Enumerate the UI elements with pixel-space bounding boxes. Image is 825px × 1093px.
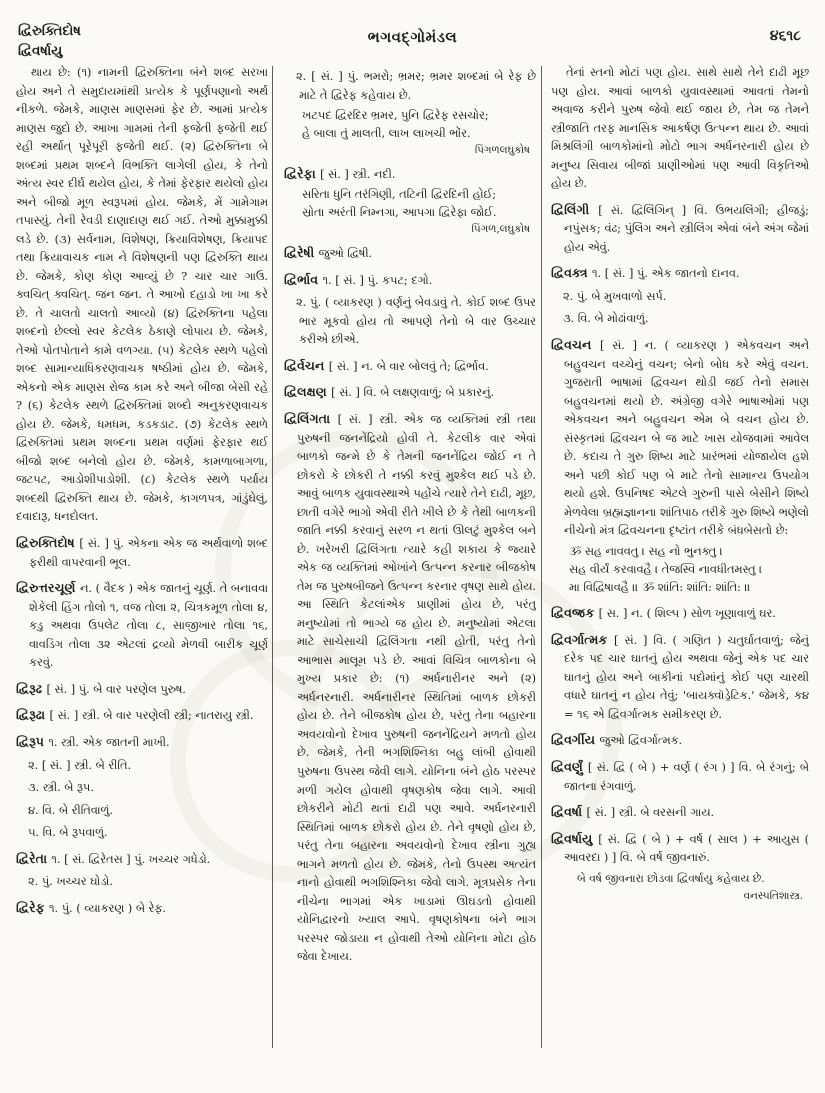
headword: દ્વિર્વચન [284, 357, 329, 373]
dictionary-entry: દ્વિરૂઢ [ સં. ] પું. બે વાર પરણેલ પુરુષ. [16, 680, 186, 696]
headword: દ્વિલક્ષણ [284, 384, 332, 400]
verse-quote [284, 107, 536, 143]
verse-quote [551, 543, 809, 597]
body-paragraph: તેનાં સ્તનો મોટાં પણ હોય. સાથે સાથે તેને દાઢી મૂછ પણ હોય. આવાં બાળકો યુવાવસ્થામાં આવતાં તેમનો અવાજ કરીને પુરુષ જેવો થઈ જાય છે, તેમ જ તેમને સ્ત્રીજાતિ તરફ માનસિક આકર્ષણ ઉત્પન્ન થાય છે. આવાં મિશ્રલિંગી બાળકોમાંનો મોટો ભાગ અર્ધનરનારી હોય છે મનુષ્ય સિવાય બીજાં પ્રાણીઓમાં પણ આવી વિકૃતિઓ હોય છે. [551, 66, 809, 191]
verse-line: સ્રોતા અરંતી નિમ્નગા, આપગા દ્વિરેફા જોઈ. [302, 206, 497, 220]
headword: દ્વિરેષી [284, 244, 319, 260]
text-column-3 [551, 64, 809, 1078]
dictionary-entry: દ્વિર્વચન [ સં. ] ન. બે વાર બોલવું તે; દ્વિર્ભાવ. [284, 357, 489, 373]
source-attribution: પિંગળલઘુકોષ [474, 144, 530, 157]
dictionary-entry: દ્વિરૂપ ૧. સ્ત્રી. એક જાતની માખી. [16, 734, 170, 750]
page-title: ભગવદ્ગોમંડલ [367, 28, 458, 46]
column-divider [541, 66, 542, 1048]
text-column-1 [16, 64, 268, 1078]
column-divider [272, 66, 273, 1048]
dictionary-entry: દ્વિવર્ણું [ સં. દ્વિ ( બે ) + વર્ણ ( રંગ ) ] વિ. બે રંગનું; બે જાતના રંગવાળું. [551, 758, 809, 793]
dictionary-entry: દ્વિરૂઢા [ સં. ] સ્ત્રી. બે વાર પરણેલી સ્ત્રી; નાતરાયુ સ્ત્રી. [16, 707, 254, 723]
headword: દ્વિવર્ણું [551, 758, 588, 774]
headword: દ્વિવર્ષા [551, 804, 587, 820]
sense-item: ૪. વિ. બે રીતિવાળું. [28, 803, 113, 817]
headword: દ્વિરુત્તરચૂર્ણ [16, 580, 80, 596]
headword: દ્વિરુક્તિદોષ [16, 534, 80, 550]
sense-item: ૩. વિ. બે મોઢાંવાળું. [563, 312, 649, 326]
verse-line: ખટપદ દ્વિરદિર ભ્રમર, પુનિ દ્વિરેફ રસચોર; [302, 109, 489, 123]
guide-word-first: દ્વિરુક્તિદોષ [18, 23, 81, 39]
text-column-2 [284, 64, 536, 1078]
dictionary-entry: દ્વિવર્ષાયુ [ સં. દ્વિ ( બે ) + વર્ષ ( સાલ ) + આયુસ ( આવરદા ) ] વિ. બે વર્ષ જીવનારું. [551, 830, 809, 865]
headword: દ્વિલિંગતા [284, 411, 338, 427]
headword: દ્વિરૂઢ [16, 680, 47, 696]
sense-item: ૨. પું. ( વ્યાકરણ ) વર્ણનું બેવડાવું તે. કોઈ શબ્દ ઉપર ભાર મૂકવો હોય તો આપણે તેનો બે વાર ઉચ્ચાર કરીએ છીએ. [296, 296, 536, 347]
dictionary-entry: દ્વિલિંગી [ સં. દ્વિલિંગિન્ ] વિ. ઉભયલિંગી; હીજડું; નપુંસક; વંઢ; પુંલિંગ અને સ્ત્રીલિંગ એવાં બંને અંગ જેમાં હોય એવું. [551, 201, 809, 254]
headword: દ્વિરૂઢા [16, 707, 50, 723]
source-attribution: પિંગળ,લઘુકોષ [471, 223, 530, 236]
headword: દ્વિવર્ષાયુ [551, 830, 599, 846]
verse-quote [284, 186, 536, 222]
dictionary-entry: દ્વિવર્ગીય જુઓ દ્વિવર્ગાત્મક. [551, 732, 683, 748]
headword: દ્વિવચન [551, 336, 600, 352]
dictionary-entry: દ્વિરેતા ૧. [ સં. દ્વિરેતસ ] પું. ખચ્ચર ગધેડો. [16, 850, 211, 866]
verse-line: સરિતા ધુનિ તરંગિણી, તટિની દ્વિરદિની હોઈ; [302, 188, 497, 202]
dictionary-entry: દ્વિવર્ગાત્મક [ સં. ] વિ. ( ગણિત ) ચતુર્ઘાતવાળું; જેનું દરેક પદ ચાર ઘાતનું હોય અથવા જેનું એક પદ ચાર ઘાતનું હોય અને બાકીનાં પદોમાંનું કોઈ પણ ચારથી વધારે ઘાતનું ન હોય તેવું; 'બાયક્વૉડ્રેટિક.' જેમકે, ક૪ = ૧૬ એ દ્વિવર્ગાત્મક સમીકરણ છે. [551, 631, 809, 721]
headword: દ્વિવર્ગાત્મક [551, 631, 614, 647]
dictionary-entry: દ્વિવચન [ સં. ] ન. ( વ્યાકરણ ) એકવચન અને બહુવચન વચ્ચેનું વચન; બેનો બોધ કરે એવું વચન. ગુજરાતી ભાષામાં દ્વિવચન થોડી જઈ તેનો સમાસ બહુવચનમાં થયો છે. અંગ્રેજી વગેરે ભાષાઓમાં પણ એકવચન અને બહુવચન એમ બે વચન હોય છે. સંસ્કૃતમાં દ્વિવચન બે જ માટે ખાસ યોજવામાં આવેલ છે. કદાચ તે ગુરુ શિષ્ય માટે પ્રારંભમાં યોજાયેલ હશે અને પછી કોઈ પણ બે માટે તેનો સામાન્ય ઉપયોગ થયો હશે. ઉપનિષદ એટલે ગુરુની પાસે બેસીને શિષ્યે મેળવેલા બ્રહ્મજ્ઞાનના શાંતિપાઠ તરીકે ગુરુ શિષ્યે ભણેલો નીચેનો મંત્ર દ્વિવચનના દૃષ્ટાંત તરીકે બંધબેસતો છે: [551, 336, 809, 538]
guide-word-last: દ્વિવર્ષાયુ [18, 42, 63, 59]
headword: દ્વિર્ભાવ [284, 271, 323, 287]
headword: દ્વિવર્ગીય [551, 732, 600, 748]
headword: દ્વિરેફા [284, 165, 321, 181]
dictionary-entry: દ્વિલિંગતા [ સં. ] સ્ત્રી. એક જ વ્યક્તિમાં સ્ત્રી તથા પુરુષની જનનેંદ્રિયો હોવી તે. કેટલીક વાર એવાં બાળકો જન્મે છે કે તેમની જનનેંદ્રિય જોઈ ન તે છોકરો કે છોકરી તે નક્કી કરવું મુશ્કેલ થઈ પડે છે. આવું બાળક યુવાવસ્થાએ પહોંચે ત્યારે તેને દાઢી, મૂછ, છાતી વગેરે ભાગો એવી રીતે ખીલે છે કે તેથી બાળકની જાતિ નક્કી કરવાનું સરળ ન થતાં ઊલટું મુશ્કેલ બને છે. ખરેખરી દ્વિલિંગતા ત્યારે કહી શકાય કે જ્યારે એક જ વ્યક્તિમાં ઓખાંને ઉત્પન્ન કરનાર બીજકોષ તેમ જ પુરુષબીજને ઉત્પન્ન કરનાર વૃષણ સાથે હોય. આ સ્થિતિ કેટલાંએક પ્રાણીમાં હોય છે, પરંતુ મનુષ્યોમાં તો ભાગ્યે જ હોય છે. મનુષ્યોમાં એટલા માટે સાચેસાચી દ્વિલિંગતા નથી હોતી, પરંતુ તેનો આભાસ માલૂમ પડે છે. આવાં વિચિત્ર બાળકોના બે મુખ્ય પ્રકાર છે: (૧) અર્ધનારીનર અને (૨) અર્ધનરનારી. અર્ધનારીનર સ્થિતિમાં બાળક છોકરી હોય છે. તેને બીજકોષ હોય છે, પરંતુ તેના બહારના અવયવોનો દેખાવ પુરુષની જનનેંદ્રિયને મળતો હોય છે. જેમકે, તેની ભગશિશ્નિકા બહુ લાંબી હોવાથી પુરુષના ઉપસ્થ જેવી લાગે. યોનિના બંને હોઠ પરસ્પર મળી ગયેલ હોવાથી વૃષણકોષ જેવા લાગે. આવી છોકરીને મોટી થતાં દાઢી પણ આવે. અર્ધનરનારી સ્થિતિમાં બાળક છોકરો હોય છે. તેને વૃષણો હોય છે, પરંતુ તેના બહારના અવયવોનો દેખાવ સ્ત્રીના ગુહ્ય ભાગને મળતો હોય છે. જેમકે, તેનો ઉપસ્થ અત્યંત નાનો હોવાથી ભગશિશ્નિકા જેવો લાગે. મૂત્રપ્રસેક તેના નીચેના ભાગમાં એક ખાડામાં ઊઘડતો હોવાથી યોનિદ્વારનો ખ્યાલ આપે. વૃષણકોષના બંને ભાગ પરસ્પર જોડાયા ન હોવાથી તેઓ યોનિના મોટા હોઠ જેવા દેખાય. [284, 411, 536, 964]
dictionary-entry: દ્વિરુક્તિદોષ [ સં. ] પું. એકના એક જ અર્થવાળો શબ્દ ફરીથી વાપરવાની ભૂલ. [16, 534, 268, 569]
verse-line: મા વિદ્વિષાવહૈ ॥ ૐ શાંતિ: શાંતિ: શાંતિ: ॥ [569, 580, 751, 594]
headword: દ્વિવક્ત્ર [551, 265, 592, 281]
dictionary-entry: દ્વિવર્ષા [ સં. ] સ્ત્રી. બે વરસની ગાય. [551, 804, 715, 820]
dictionary-entry: દ્વિરેફ ૧. પું. ( વ્યાકરણ ) બે રેફ. [16, 899, 166, 915]
dictionary-entry: દ્વિવજ્રક [ સ. ] ન. ( શિલ્પ ) સોળ ખૂણાવાળું ઘર. [551, 604, 776, 620]
dictionary-entry: દ્વિર્ભાવ ૧. [ સં. ] પું. કપટ; દગો. [284, 271, 433, 287]
usage-note: બે વર્ષ જીવનારા છોડવા દ્વિવર્ષાયુ કહેવાય છે. [577, 871, 765, 885]
headword: દ્વિરૂપ [16, 734, 49, 750]
dictionary-entry: દ્વિવક્ત્ર ૧. [ સં. ] પું. એક જાતનો દાનવ. [551, 265, 740, 281]
headword: દ્વિરેતા [16, 850, 52, 866]
verse-line: હે બાલા તું માલતી, લાખ લાખચી ભોંર. [302, 127, 471, 141]
dictionary-entry: દ્વિરુત્તરચૂર્ણ ન. ( વૈદક ) એક જાતનું ચૂર્ણ. તે બનાવવા શેકેલી હિંગ તોલો ૧, વજ તોલા ૨, ચિત્રકમૂળ તોલા ૪, કડુ અથવા ઉપલેટ તોલા ૮, સાજીખાર તોલા ૧૬, વાવડિંગ તોલા ૩૨ એટલાં દ્રવ્યો મેળવી બારીક ચૂર્ણ કરવું. [16, 580, 268, 670]
headword: દ્વિલિંગી [551, 201, 599, 217]
sense-item: ૨. પું. બે મુખવાળો સર્પ. [563, 289, 667, 303]
headword: દ્વિરેફ [16, 899, 49, 915]
source-attribution: વનસ્પતિશાસ્ત્ર. [743, 889, 803, 902]
sense-item: ૫. વિ. બે રૂપવાળું. [28, 826, 108, 840]
dictionary-entry: દ્વિલક્ષણ [ સં. ] વિ. બે લક્ષણવાળું; બે પ્રકારનું. [284, 384, 495, 400]
sense-item: ૨. [ સં. ] સ્ત્રી. બે રીતિ. [28, 758, 132, 772]
verse-line: ૐ સહ નાવવતુ । સહ નો ભુનક્તુ । [569, 544, 723, 558]
body-paragraph: થાય છે: (૧) નામની દ્વિરુક્તિના બંને શબ્દ સરખા હોય અને તે સમુદાયમાંથી પ્રત્યેક કે પૂર્ણપણાનો અર્થ નીકળે. જેમકે, માણસ માણસમાં ફેર છે. આમાં પ્રત્યેક માણસ જુદો છે. આખા ગામમાં તેની ફજેતી ફજેતી થઈ રહી અર્થાત્ પૂરેપૂરી ફજેતી થઈ. (૨) દ્વિરુક્તિના બે શબ્દમાં પ્રથમ શબ્દને વિભક્તિ લાગેલી હોય, કે તેનો અંત્ય સ્વર દીર્ઘ થયેલ હોય, કે તેમાં ફેરફાર થયેલો હોય અને બીજો મૂળ સ્વરૂપમાં હોય. જેમકે, મેં ગામેગામ તપાસ્યું. તેની રેવડી દાણાદાણ થઈ ગઈ. તેઓ મુક્કામુક્કી લડે છે. (૩) સર્વનામ, વિશેષણ, ક્રિયાવિશેષણ, ક્રિયાપદ તથા ક્રિયાવાચક નામ ને વિશેષણની પણ દ્વિરુક્તિ થાય છે. જેમકે, કોણ કોણ આવ્યું છે ? ચાર ચાર ગાઉ. ક્વચિત્ ક્વચિત્. જન જન. તે આખો દહાડો ખા ખા કરે છે. તે ચાલતો ચાલતો આવ્યો (૪) દ્વિરુક્તિના પહેલા શબ્દનો છેલ્લો સ્વર કેટલેક ઠેકાણે લોપાય છે. જેમકે, તેઓ પોતપોતાને કામે વળગ્યા. (૫) કેટલેક સ્થળે પહેલો શબ્દ સામાન્યાધિકરણવાચક ષષ્ઠીમાં હોય છે. જેમકે, એકનો એક માણસ રોજ કામ કરે અને બીજા બેસી રહે ? (૬) કેટલેક સ્થળે દ્વિરુક્તિમાં શબ્દો અનુકરણવાચક હોય છે. જેમકે, ધમધમ, કડકડાટ. (૭) કેટલેક સ્થળે દ્વિરુક્તિમાં પ્રથમ શબ્દના પ્રથમ વર્ણમાં ફેરફાર થઈ બીજો શબ્દ બનેલો હોય છે. જેમકે, કામળાબાગળા, જટપટ, આડોશીપાડોશી. (૮) કેટલેક સ્થળે પર્યાય શબ્દથી દ્વિરુક્તિ થાય છે. જેમકે, કાગળપત્ર, ગાંડુંઘેલું, દવાદારૂ, ધનદોલત. [16, 66, 268, 524]
sense-item: ૨. [ સં. ] પું. ભમરો; ભ્રમર; ભ્રમર શબ્દમાં બે રેફ છે માટે તે દ્વિરેફ કહેવાય છે. [296, 70, 536, 102]
verse-line: સહ વીર્યં કરવાવહૈ । તેજસ્વિ નાવધીતમસ્તુ । [569, 562, 763, 576]
dictionary-entry: દ્વિરેષી જુઓ દ્વિષી. [284, 244, 373, 260]
sense-item: ૩. સ્ત્રી. બે રૂપ. [28, 781, 94, 795]
headword: દ્વિવજ્રક [551, 604, 599, 620]
dictionary-entry: દ્વિરેફા [ સં. ] સ્ત્રી. નદી. [284, 165, 396, 181]
sense-item: ૨. પું. ખચ્ચર ઘોડો. [28, 875, 113, 889]
page-number: ૪૬૧૮ [769, 28, 801, 44]
